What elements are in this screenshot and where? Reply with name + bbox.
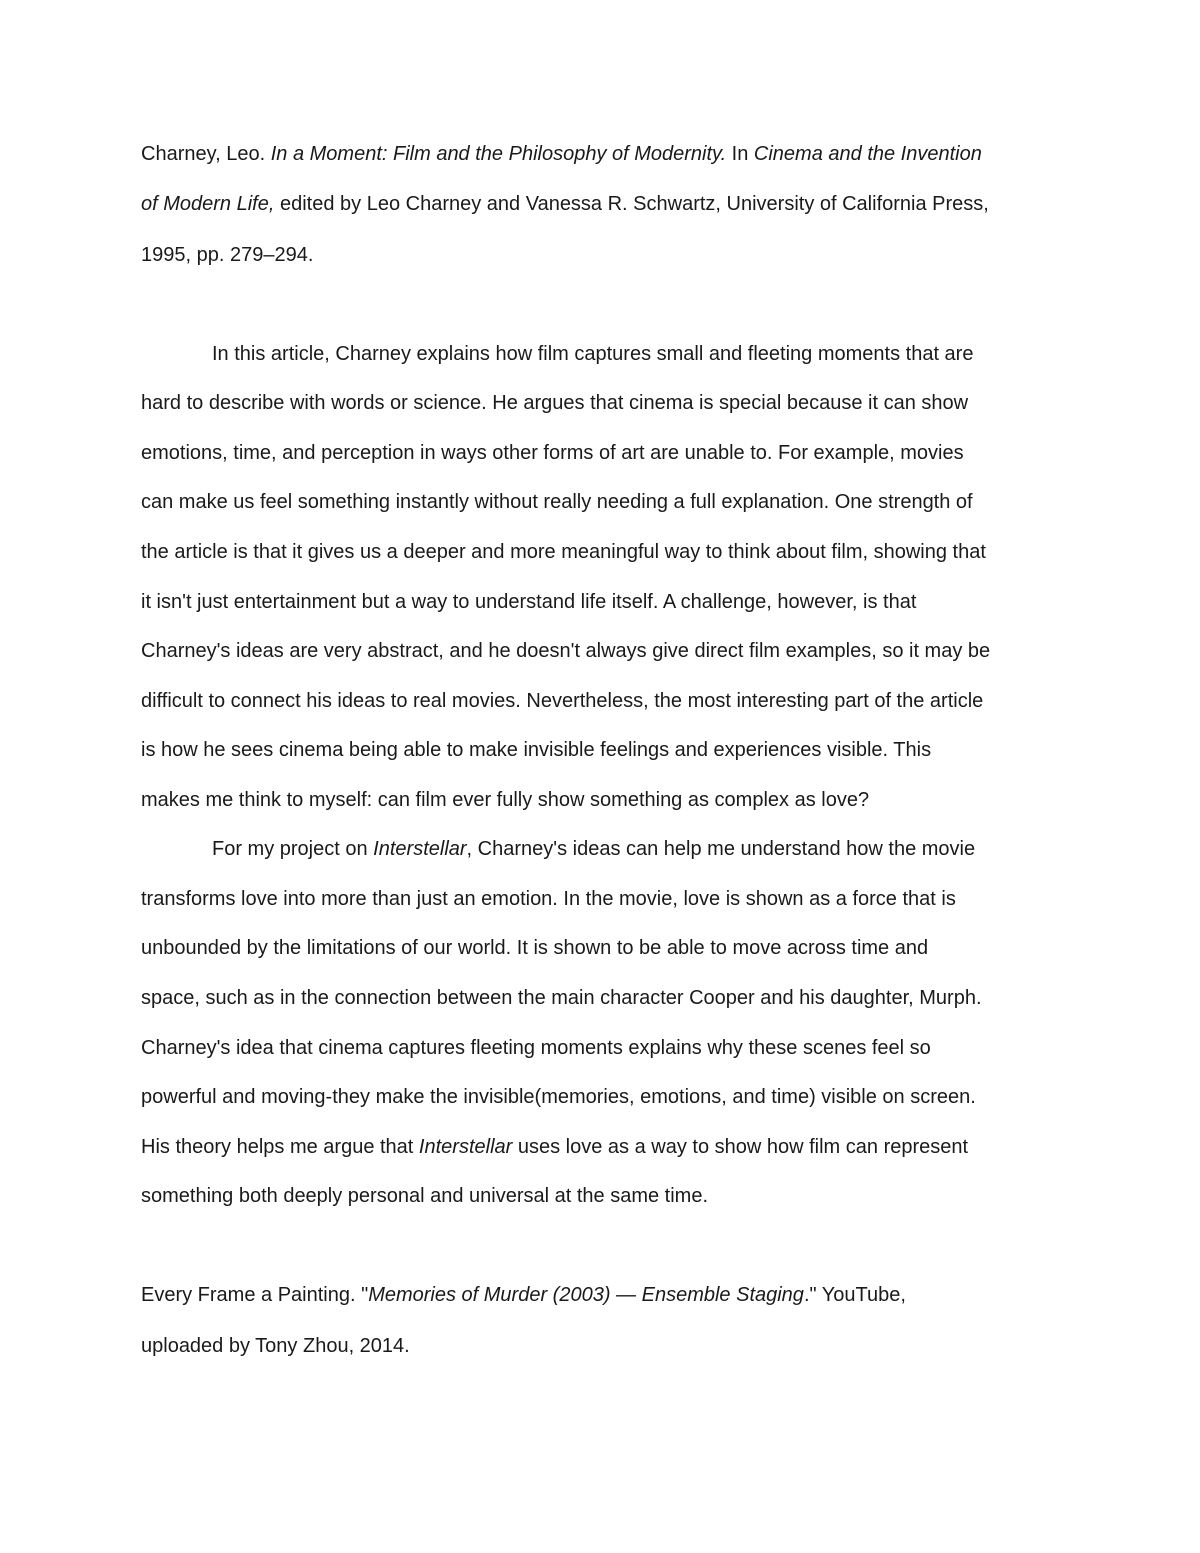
paragraph-1-line-10: makes me think to myself: can film ever fully show something as complex as love? [141, 789, 870, 811]
paragraph-2-line-1-start: For my project on [212, 838, 374, 860]
citation-2-source: Every Frame a Painting. " [141, 1284, 369, 1306]
paragraph-1-line-4: can make us feel something instantly without really needing a full explanation. One strength of [141, 491, 973, 513]
paragraph-2-line-7-start: His theory helps me argue that [141, 1136, 419, 1158]
citation-2-platform: ." YouTube, [803, 1284, 906, 1306]
paragraph-2-line-3: unbounded by the limitations of our world. It is shown to be able to move across time and [141, 937, 929, 959]
citation-1-line-3: 1995, pp. 279–294. [141, 244, 314, 266]
citation-1-book-title-part-2: of Modern Life, [141, 193, 275, 215]
paragraph-1-line-3: emotions, time, and perception in ways other forms of art are unable to. For example, movies [141, 442, 964, 464]
paragraph-2-line-4: space, such as in the connection between the main character Cooper and his daughter, Murph. [141, 987, 982, 1009]
paragraph-2-line-1 [212, 837, 975, 861]
paragraph-1-line-9: is how he sees cinema being able to make invisible feelings and experiences visible. This [141, 739, 932, 761]
paragraph-1-line-7: Charney's ideas are very abstract, and he doesn't always give direct film examples, so it may be [141, 640, 991, 662]
paragraph-2-line-7 [141, 1135, 968, 1159]
paragraph-1-line-1: In this article, Charney explains how film captures small and fleeting moments that are [212, 343, 974, 365]
paragraph-2-film-title-2: Interstellar [418, 1136, 513, 1158]
citation-1-line-2 [141, 192, 989, 216]
citation-1-title: In a Moment: Film and the Philosophy of Modernity. [270, 143, 727, 165]
citation-2-line-2: uploaded by Tony Zhou, 2014. [141, 1335, 410, 1357]
paragraph-2-line-5: Charney's idea that cinema captures fleeting moments explains why these scenes feel so [141, 1037, 931, 1059]
citation-1-editors: edited by Leo Charney and Vanessa R. Schwartz, University of California Press, [274, 193, 989, 215]
citation-2-line-1 [141, 1283, 906, 1307]
paragraph-2-line-8: something both deeply personal and universal at the same time. [141, 1185, 709, 1207]
paragraph-2-line-6: powerful and moving-they make the invisible(memories, emotions, and time) visible on screen. [141, 1086, 976, 1108]
paragraph-2-line-1-end: , Charney's ideas can help me understand how the movie [466, 838, 976, 860]
paragraph-1-line-8: difficult to connect his ideas to real movies. Nevertheless, the most interesting part of the article [141, 690, 984, 712]
citation-1-book-title-part-1: Cinema and the Invention [753, 143, 982, 165]
citation-2-video-title: Memories of Murder (2003) — Ensemble Staging [368, 1284, 804, 1306]
citation-1-in: In [726, 143, 754, 165]
paragraph-1-line-2: hard to describe with words or science. He argues that cinema is special because it can show [141, 392, 969, 414]
paragraph-2-line-7-end: uses love as a way to show how film can represent [512, 1136, 969, 1158]
citation-1-author: Charney, Leo. [141, 143, 271, 165]
paragraph-2-film-title: Interstellar [373, 838, 467, 860]
citation-1-line-1 [141, 142, 982, 166]
paragraph-1-line-5: the article is that it gives us a deeper and more meaningful way to think about film, showing that [141, 541, 986, 563]
paragraph-2-line-2: transforms love into more than just an emotion. In the movie, love is shown as a force that is [141, 888, 956, 910]
paragraph-1-line-6: it isn't just entertainment but a way to understand life itself. A challenge, however, is that [141, 591, 917, 613]
